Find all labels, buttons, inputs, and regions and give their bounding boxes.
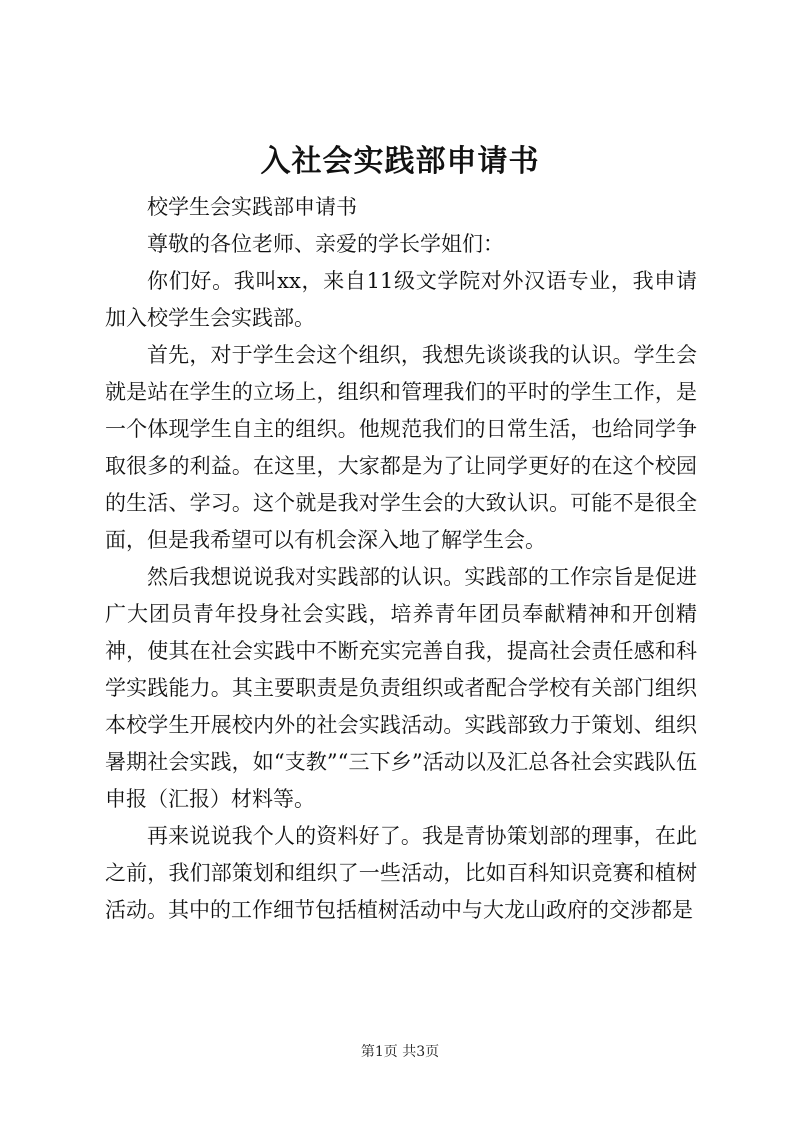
paragraph-practice-department: 然后我想说说我对实践部的认识。实践部的工作宗旨是促进广大团员青年投身社会实践，培养青年团员奉献精神和开创精神，使其在社会实践中不断充实完善自我，提高社会责任感和科学实践能力。其主要职责是负责组织或者配合学校有关部门组织本校学生开展校内外的社会实践活动。实践部致力于策划、组织暑期社会实践，如“支教”“三下乡”活动以及汇总各社会实践队伍申报（汇报）材料等。 <box>105 565 697 811</box>
document-title: 入社会实践部申请书 <box>260 144 540 179</box>
paragraph-student-union: 首先，对于学生会这个组织，我想先谈谈我的认识。学生会就是站在学生的立场上，组织和管理我们的平时的学生工作，是一个体现学生自主的组织。他规范我们的日常生活，也给同学争取很多的利益。在这里，大家都是为了让同学更好的在这个校园的生活、学习。这个就是我对学生会的大致认识。可能不是很全面，但是我希望可以有机会深入地了解学生会。 <box>105 343 697 552</box>
paragraph-intro: 你们好。我叫xx，来自11级文学院对外汉语专业，我申请加入校学生会实践部。 <box>105 269 697 330</box>
paragraph-heading: 校学生会实践部申请书 <box>147 195 357 219</box>
document-body <box>105 189 697 929</box>
page-number: 第1页 共3页 <box>360 1044 440 1060</box>
paragraph-personal-info: 再来说说我个人的资料好了。我是青协策划部的理事，在此之前，我们部策划和组织了一些活动，比如百科知识竞赛和植树活动。其中的工作细节包括植树活动中与大龙山政府的交涉都是 <box>105 824 697 922</box>
paragraph-salutation: 尊敬的各位老师、亲爱的学长学姐们： <box>147 232 504 256</box>
